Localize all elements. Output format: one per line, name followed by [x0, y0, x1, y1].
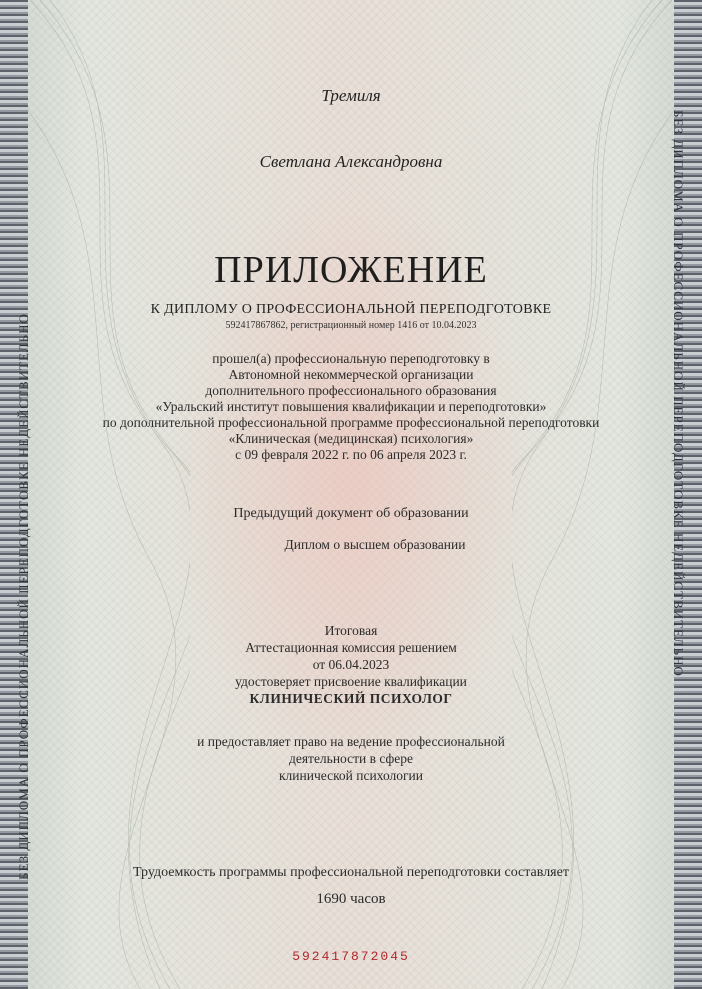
- page-title: ПРИЛОЖЕНИЕ: [214, 249, 488, 291]
- guilloche-pattern-right: [512, 0, 682, 989]
- commission-line: удостоверяет присвоение квалификации: [235, 674, 467, 689]
- training-line: Автономной некоммерческой организации: [228, 367, 474, 382]
- commission-block: [0, 622, 702, 707]
- rights-line: клинической психологии: [278, 768, 424, 783]
- commission-line: от 06.04.2023: [312, 657, 390, 672]
- subtitle: К ДИПЛОМУ О ПРОФЕССИОНАЛЬНОЙ ПЕРЕПОДГОТОВКЕ: [150, 302, 552, 317]
- training-line: «Клиническая (медицинская) психология»: [228, 431, 474, 446]
- qualification: КЛИНИЧЕСКИЙ ПСИХОЛОГ: [249, 691, 453, 706]
- training-info: [0, 351, 702, 463]
- rights-line: деятельности в сфере: [288, 751, 414, 766]
- hours-value: 1690 часов: [316, 891, 386, 907]
- side-text-right: БЕЗ ДИПЛОМА О ПРОФЕССИОНАЛЬНОЙ ПЕРЕПОДГОТОВКЕ НЕДЕЙСТВИТЕЛЬНО: [671, 110, 686, 677]
- commission-line: Аттестационная комиссия решением: [245, 640, 457, 655]
- surname: Тремиля: [321, 86, 381, 105]
- guilloche-pattern-left: [20, 0, 190, 989]
- rights-block: [0, 733, 702, 784]
- training-line: по дополнительной профессиональной программе профессиональной переподготовки: [102, 415, 600, 430]
- side-text-left: БЕЗ ДИПЛОМА О ПРОФЕССИОНАЛЬНОЙ ПЕРЕПОДГОТОВКЕ НЕДЕЙСТВИТЕЛЬНО: [16, 313, 31, 880]
- workload-label: Трудоемкость программы профессиональной переподготовки составляет: [133, 865, 569, 880]
- training-line: дополнительного профессионального образования: [205, 383, 497, 398]
- commission-line: Итоговая: [324, 623, 378, 638]
- training-line: прошел(а) профессиональную переподготовку в: [212, 351, 490, 366]
- name-patronymic: Светлана Александровна: [259, 152, 443, 171]
- previous-document-value: Диплом о высшем образовании: [284, 537, 466, 552]
- previous-document-label: Предыдущий документ об образовании: [233, 506, 469, 521]
- training-line: с 09 февраля 2022 г. по 06 апреля 2023 г.: [235, 447, 467, 462]
- rights-line: и предоставляет право на ведение профессиональной: [197, 734, 505, 749]
- registration-line: 592417867862, регистрационный номер 1416 от 10.04.2023: [225, 320, 477, 331]
- serial-number: 592417872045: [292, 949, 410, 964]
- training-line: «Уральский институт повышения квалификации и переподготовки»: [155, 399, 547, 414]
